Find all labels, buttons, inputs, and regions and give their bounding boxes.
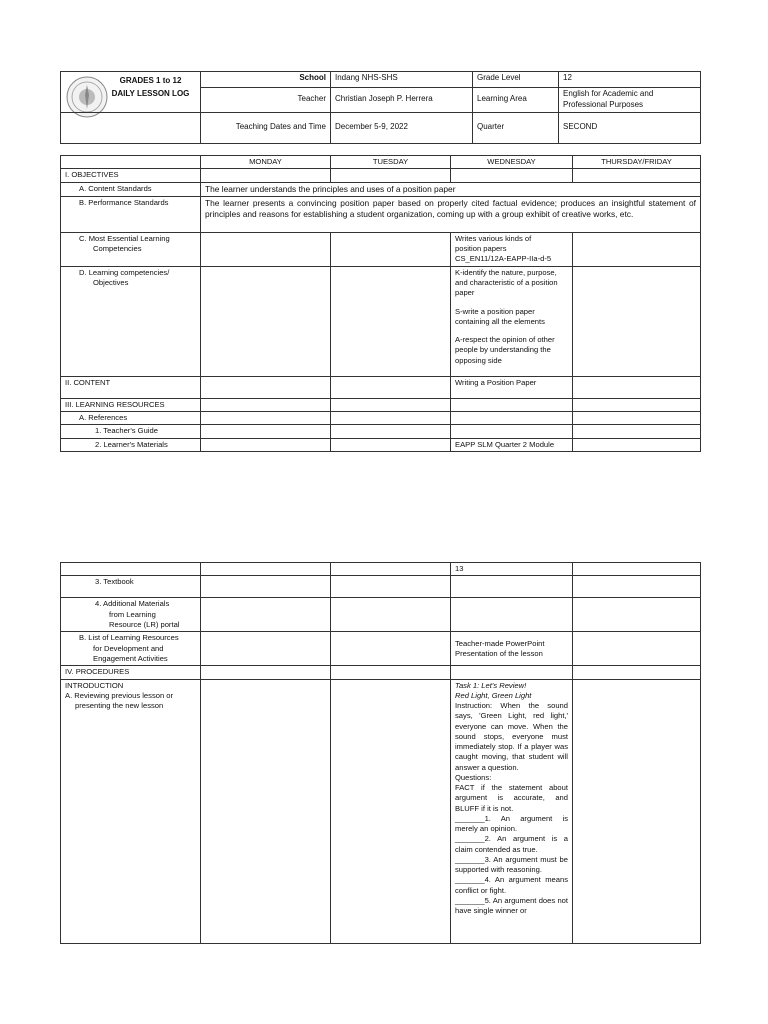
additional-line-3: Resource (LR) portal xyxy=(109,619,180,629)
empty-cell xyxy=(573,598,701,632)
objectives-label: I. OBJECTIVES xyxy=(61,169,201,182)
empty-cell xyxy=(573,679,701,943)
review-wednesday xyxy=(451,679,573,943)
empty-cell xyxy=(201,598,331,632)
empty-cell xyxy=(331,563,451,576)
empty-cell xyxy=(201,376,331,398)
introduction-label: INTRODUCTION xyxy=(65,680,124,690)
grade-level-value: 12 xyxy=(559,72,701,88)
learning-competencies-wednesday xyxy=(451,266,573,376)
teacher-label: Teacher xyxy=(201,88,331,113)
empty-cell xyxy=(573,438,701,451)
textbook-label: 3. Textbook xyxy=(61,576,201,598)
learning-area-value: English for Academic and Professional Purposes xyxy=(559,88,701,113)
grade-level-label: Grade Level xyxy=(473,72,559,88)
content-label: II. CONTENT xyxy=(61,376,201,398)
day-header-blank xyxy=(61,156,201,169)
question-5: _______5. An argument does not have single winner or xyxy=(455,895,568,915)
melc-wed-line-1: Writes various kinds of xyxy=(455,233,532,243)
task-instruction: Instruction: When the sound says, 'Green Light, red light,' everyone can move. When the sound stops, everyone must immediately stop. If a player was caught moving, that student will answer a question. xyxy=(455,701,568,772)
empty-cell xyxy=(201,438,331,451)
empty-cell xyxy=(451,412,573,425)
learners-materials-label: 2. Learner's Materials xyxy=(61,438,201,451)
empty-cell xyxy=(573,632,701,666)
empty-cell xyxy=(451,576,573,598)
empty-cell xyxy=(451,398,573,411)
grades-title-cell xyxy=(61,72,201,113)
empty-cell xyxy=(573,576,701,598)
list-line-1: B. List of Learning Resources xyxy=(79,633,179,643)
objective-attitude: A-respect the opinion of other people by understanding the opposing side xyxy=(455,335,555,365)
header-table xyxy=(60,71,701,144)
empty-cell xyxy=(331,679,451,943)
teaching-dates-label: Teaching Dates and Time xyxy=(201,112,331,143)
empty-cell xyxy=(61,563,201,576)
fact-bluff-instruction: FACT if the statement about argument is accurate, and BLUFF if it is not. xyxy=(455,783,568,813)
lc-label-line-2: Objectives xyxy=(93,278,129,288)
empty-cell xyxy=(331,266,451,376)
empty-cell xyxy=(201,679,331,943)
school-value: Indang NHS-SHS xyxy=(331,72,473,88)
tuesday-header: TUESDAY xyxy=(331,156,451,169)
teachers-guide-label: 1. Teacher's Guide xyxy=(61,425,201,438)
question-1: _______1. An argument is merely an opinion. xyxy=(455,813,568,833)
header-blank-cell xyxy=(61,112,201,143)
empty-cell xyxy=(573,666,701,679)
wednesday-header: WEDNESDAY xyxy=(451,156,573,169)
empty-cell xyxy=(451,666,573,679)
list-line-3: Engagement Activities xyxy=(93,653,168,663)
empty-cell xyxy=(573,563,701,576)
list-line-2: for Development and xyxy=(93,643,164,653)
questions-label: Questions: xyxy=(455,772,492,782)
empty-cell xyxy=(331,425,451,438)
monday-header: MONDAY xyxy=(201,156,331,169)
lesson-table-page-2 xyxy=(60,562,701,944)
additional-materials-label xyxy=(61,598,201,632)
empty-cell xyxy=(201,232,331,266)
empty-cell xyxy=(451,169,573,182)
empty-cell xyxy=(201,412,331,425)
melc-wednesday xyxy=(451,232,573,266)
content-standards-label: A. Content Standards xyxy=(61,182,201,196)
learning-competencies-label xyxy=(61,266,201,376)
empty-cell xyxy=(451,425,573,438)
melc-label xyxy=(61,232,201,266)
log-title: DAILY LESSON LOG xyxy=(111,88,190,98)
additional-line-2: from Learning xyxy=(109,609,156,619)
melc-wed-line-2: position papers xyxy=(455,244,507,254)
empty-cell xyxy=(331,438,451,451)
learning-resources-label: III. LEARNING RESOURCES xyxy=(61,398,201,411)
references-label: A. References xyxy=(61,412,201,425)
quarter-value: SECOND xyxy=(559,112,701,143)
lc-label-line-1: D. Learning competencies/ xyxy=(79,267,170,277)
melc-label-line-1: C. Most Essential Learning xyxy=(79,233,170,243)
additional-line-1: 4. Additional Materials xyxy=(95,599,170,609)
empty-cell xyxy=(573,425,701,438)
empty-cell xyxy=(573,376,701,398)
empty-cell xyxy=(201,632,331,666)
introduction-cell xyxy=(61,679,201,943)
empty-cell xyxy=(573,398,701,411)
grades-label: GRADES 1 to 12 xyxy=(119,76,182,85)
question-3: _______3. An argument must be supported with reasoning. xyxy=(455,854,568,874)
empty-cell xyxy=(201,266,331,376)
empty-cell xyxy=(201,576,331,598)
performance-standards-value: The learner presents a convincing position paper based on properly cited factual evidence; produces an insightful statement of principles and reasons for establishing a student organization, coming up with a group exhibit of creative works, etc. xyxy=(201,196,701,232)
question-2: _______2. An argument is a claim contended as true. xyxy=(455,834,568,854)
list-of-resources-label xyxy=(61,632,201,666)
empty-cell xyxy=(451,598,573,632)
empty-cell xyxy=(331,632,451,666)
empty-cell xyxy=(201,398,331,411)
review-line-1: A. Reviewing previous lesson or xyxy=(65,690,174,700)
empty-cell xyxy=(331,232,451,266)
teaching-dates-value: December 5-9, 2022 xyxy=(331,112,473,143)
learners-materials-wednesday: EAPP SLM Quarter 2 Module xyxy=(451,438,573,451)
content-standards-value: The learner understands the principles and uses of a position paper xyxy=(201,182,701,196)
melc-code: CS_EN11/12A-EAPP-IIa-d-5 xyxy=(455,254,552,264)
review-line-2: presenting the new lesson xyxy=(75,701,164,710)
page-number-cell: 13 xyxy=(451,563,573,576)
empty-cell xyxy=(331,666,451,679)
learning-area-label: Learning Area xyxy=(473,88,559,113)
empty-cell xyxy=(331,169,451,182)
empty-cell xyxy=(201,563,331,576)
empty-cell xyxy=(331,598,451,632)
thursday-friday-header: THURSDAY/FRIDAY xyxy=(573,156,701,169)
content-wednesday: Writing a Position Paper xyxy=(451,376,573,398)
task-subtitle: Red Light, Green Light xyxy=(455,690,532,700)
empty-cell xyxy=(201,169,331,182)
empty-cell xyxy=(331,576,451,598)
empty-cell xyxy=(331,376,451,398)
objective-knowledge: K-identify the nature, purpose, and characteristic of a position paper xyxy=(455,267,558,298)
empty-cell xyxy=(201,666,331,679)
lesson-table-page-1 xyxy=(60,155,701,452)
empty-cell xyxy=(573,412,701,425)
empty-cell xyxy=(573,232,701,266)
empty-cell xyxy=(573,266,701,376)
melc-label-line-2: Competencies xyxy=(93,244,142,254)
list-of-resources-wednesday: Teacher-made PowerPoint Presentation of the lesson xyxy=(451,632,573,666)
empty-cell xyxy=(201,425,331,438)
empty-cell xyxy=(331,412,451,425)
objective-skill: S-write a position paper containing all the elements xyxy=(455,306,545,326)
performance-standards-label: B. Performance Standards xyxy=(61,196,201,232)
question-4: _______4. An argument means conflict or fight. xyxy=(455,875,568,895)
empty-cell xyxy=(573,169,701,182)
procedures-label: IV. PROCEDURES xyxy=(61,666,201,679)
teacher-value: Christian Joseph P. Herrera xyxy=(331,88,473,113)
task-title: Task 1: Let's Review! xyxy=(455,680,527,690)
school-label: School xyxy=(201,72,331,88)
quarter-label: Quarter xyxy=(473,112,559,143)
empty-cell xyxy=(331,398,451,411)
